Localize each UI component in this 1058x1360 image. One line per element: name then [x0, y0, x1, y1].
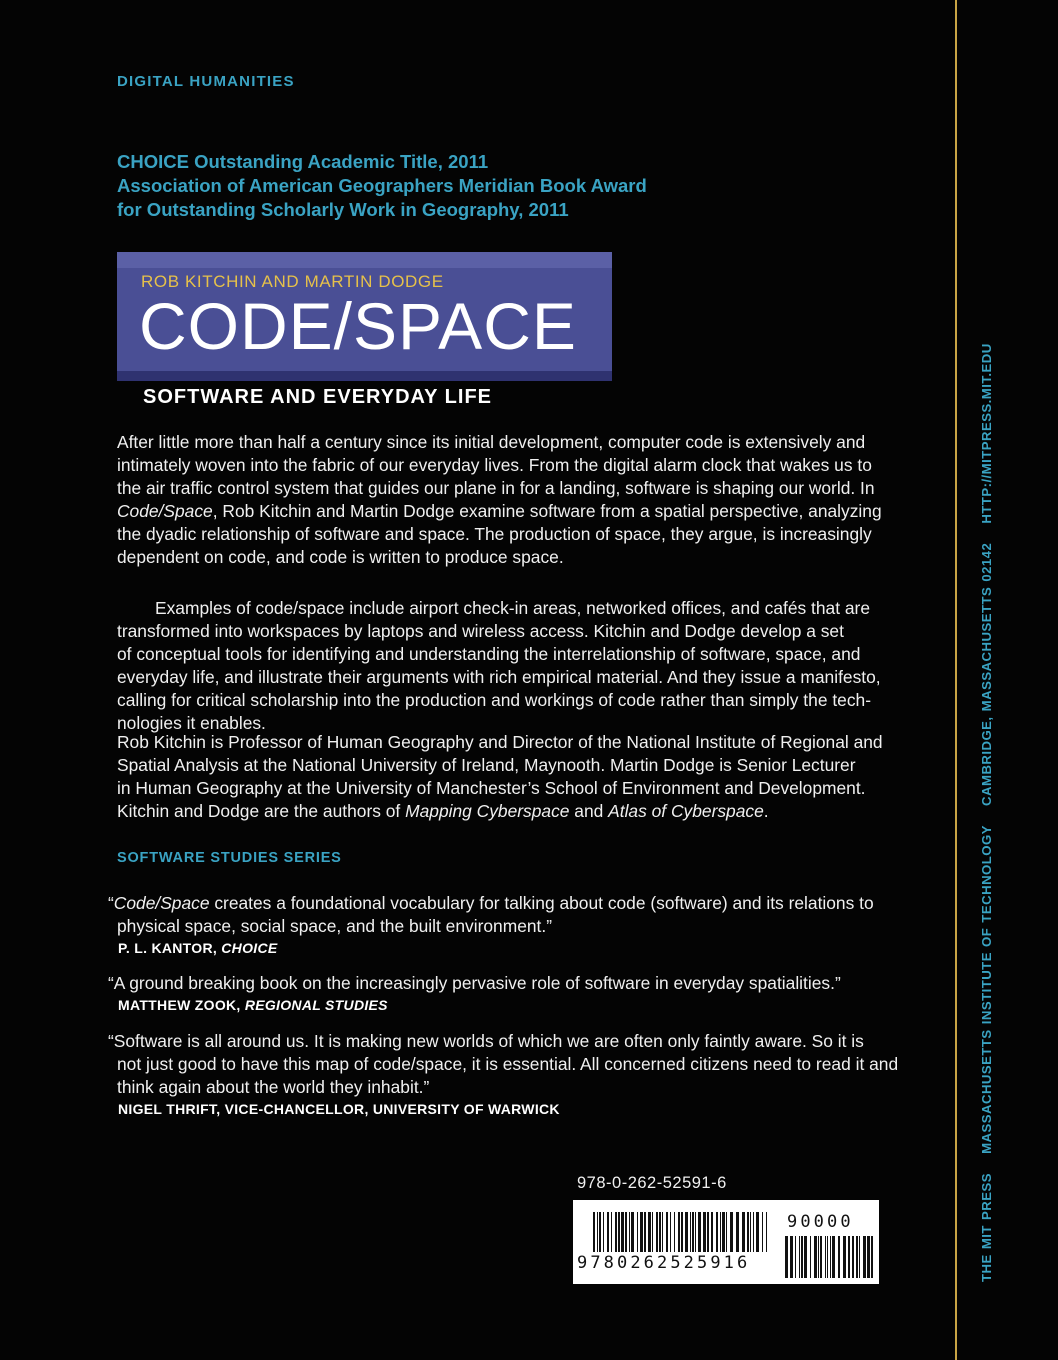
text-line: Spatial Analysis at the National University of Ireland, Maynooth. Martin Dodge is Senior Lecturer — [117, 755, 856, 775]
barcode-bar — [615, 1212, 617, 1252]
text-line: “Software is all around us. It is making new worlds of which we are often only faintly aware. So it is — [108, 1031, 864, 1051]
book-subtitle: SOFTWARE AND EVERYDAY LIFE — [143, 386, 493, 408]
book-title: CODE/SPACE — [139, 289, 577, 363]
barcode-bar — [871, 1236, 873, 1278]
quote-text — [108, 972, 898, 995]
barcode-bar — [785, 1236, 788, 1278]
text-line: transformed into workspaces by laptops and wireless access. Kitchin and Dodge develop a set — [117, 621, 844, 641]
barcode-bar — [726, 1212, 727, 1252]
isbn-number: 978-0-262-52591-6 — [577, 1174, 727, 1192]
barcode-bar — [692, 1212, 694, 1252]
barcode-bar — [607, 1212, 609, 1252]
attribution-source: REGIONAL STUDIES — [244, 997, 388, 1013]
barcode-bar — [730, 1212, 733, 1252]
barcode-bar — [810, 1236, 811, 1278]
text-line: nologies it enables. — [117, 713, 266, 733]
barcode-bar — [625, 1212, 627, 1252]
description-paragraph-1 — [117, 431, 887, 569]
series-label-top: DIGITAL HUMANITIES — [117, 73, 295, 90]
text-line — [117, 800, 887, 823]
spine-institute: MASSACHUSETTS INSTITUTE OF TECHNOLOGY — [979, 825, 994, 1154]
barcode-bar — [674, 1212, 675, 1252]
barcode-bar — [695, 1212, 696, 1252]
barcode-bar — [852, 1236, 854, 1278]
award-line: for Outstanding Scholarly Work in Geography, 2011 — [117, 199, 569, 220]
barcode-bar — [801, 1236, 803, 1278]
barcode-bar — [799, 1236, 800, 1278]
barcode-bar — [832, 1236, 835, 1278]
barcode-bar — [762, 1212, 763, 1252]
attribution-name: P. L. KANTOR, — [118, 940, 222, 956]
barcode-bar — [593, 1212, 595, 1252]
text-line: not just good to have this map of code/space, it is essential. All concerned citizens need to read it and — [117, 1054, 899, 1074]
barcode-bar — [637, 1212, 638, 1252]
barcode-bar — [631, 1212, 634, 1252]
barcode-bar — [747, 1212, 749, 1252]
text-segment: creates a foundational vocabulary for talking about code (software) and its relations to — [209, 893, 874, 913]
text-line: the air traffic control system that guides our plane in for a landing, software is shaping our world. In — [117, 478, 875, 498]
barcode-bar — [652, 1212, 653, 1252]
title-reference: Code/Space — [117, 501, 213, 521]
title-reference: Atlas of Cyberspace — [608, 801, 764, 821]
barcode-bar — [867, 1236, 870, 1278]
barcode-bar — [838, 1236, 840, 1278]
barcode-bar — [597, 1212, 598, 1252]
text-line: “A ground breaking book on the increasingly pervasive role of software in everyday spatialities.” — [108, 973, 841, 993]
quote-attribution: NIGEL THRIFT, VICE-CHANCELLOR, UNIVERSITY OF WARWICK — [118, 1101, 560, 1117]
text-segment: , Rob Kitchin and Martin Dodge examine software from a spatial perspective, analyzing — [212, 501, 882, 521]
spine-imprint — [979, 329, 994, 1282]
barcode-bar — [618, 1212, 620, 1252]
spine-rule — [955, 0, 957, 1360]
barcode-addon-digits: 90000 — [787, 1212, 854, 1232]
text-line — [108, 892, 898, 915]
barcode-bar — [742, 1212, 745, 1252]
barcode-bar — [753, 1212, 754, 1252]
text-line: After little more than half a century since its initial development, computer code is extensively and — [117, 432, 866, 452]
barcode-bar — [716, 1212, 718, 1252]
title-reference: Code/Space — [113, 893, 210, 913]
barcode-bar — [670, 1212, 671, 1252]
title-band-shadow — [117, 371, 612, 381]
barcode-bar — [722, 1212, 725, 1252]
text-line: Examples of code/space include airport check-in areas, networked offices, and cafés that are — [155, 598, 871, 618]
barcode-bar — [640, 1212, 643, 1252]
barcode-bar — [629, 1212, 630, 1252]
text-line: Rob Kitchin is Professor of Human Geography and Director of the National Institute of Regional and — [117, 732, 883, 752]
quote-attribution — [108, 997, 898, 1013]
barcode-bar — [830, 1236, 831, 1278]
barcode — [573, 1200, 879, 1284]
spine-publisher: THE MIT PRESS — [979, 1173, 994, 1282]
spine-city: CAMBRIDGE, MASSACHUSETTS 02142 — [979, 542, 994, 806]
barcode-bar — [603, 1212, 604, 1252]
barcode-bar — [656, 1212, 658, 1252]
text-line: physical space, social space, and the built environment.” — [117, 916, 553, 936]
barcode-bar — [818, 1236, 819, 1278]
text-line: in Human Geography at the University of Manchester’s School of Environment and Development. — [117, 778, 866, 798]
barcode-bar — [804, 1236, 807, 1278]
blurb-quote-3 — [108, 1030, 898, 1117]
barcode-bar — [648, 1212, 651, 1252]
spine-url: HTTP://MITPRESS.MIT.EDU — [979, 343, 994, 524]
barcode-bar — [599, 1212, 601, 1252]
quote-attribution — [108, 940, 898, 956]
quote-text — [108, 1030, 898, 1099]
awards-block — [117, 150, 647, 222]
text-line: intimately woven into the fabric of our everyday lives. From the digital alarm clock that wakes us to — [117, 455, 872, 475]
barcode-bar — [681, 1212, 683, 1252]
text-segment: and — [569, 801, 609, 821]
blurb-quote-2 — [108, 972, 898, 1013]
barcode-bar — [820, 1236, 822, 1278]
title-reference: Mapping Cyberspace — [405, 801, 570, 821]
author-bio — [117, 731, 887, 823]
barcode-bar — [736, 1212, 739, 1252]
text-line — [117, 500, 887, 523]
barcode-bar — [678, 1212, 680, 1252]
text-line: calling for critical scholarship into the production and workings of code rather than simply the tech- — [117, 690, 871, 710]
barcode-bar — [644, 1212, 646, 1252]
authors-line: ROB KITCHIN AND MARTIN DODGE — [141, 272, 444, 291]
barcode-bar — [698, 1212, 701, 1252]
barcode-bar — [659, 1212, 661, 1252]
text-line: dependent on code, and code is written to produce space. — [117, 547, 564, 567]
series-label-mid: SOFTWARE STUDIES SERIES — [117, 850, 342, 866]
barcode-bar — [859, 1236, 860, 1278]
barcode-bar — [814, 1236, 817, 1278]
barcode-bar — [825, 1236, 826, 1278]
quote-text — [108, 892, 898, 938]
barcode-bar — [795, 1236, 796, 1278]
barcode-bar — [856, 1236, 858, 1278]
barcode-bar — [621, 1212, 624, 1252]
text-segment: Kitchin and Dodge are the authors of — [117, 801, 406, 821]
award-line: CHOICE Outstanding Academic Title, 2011 — [117, 151, 489, 172]
barcode-bar — [720, 1212, 721, 1252]
blurb-quote-1 — [108, 892, 898, 956]
barcode-bar — [790, 1236, 793, 1278]
title-band-highlight — [117, 252, 612, 268]
text-line: the dyadic relationship of software and space. The production of space, they argue, is increasingly — [117, 524, 872, 544]
open-quote: “ — [108, 893, 114, 913]
attribution-source: CHOICE — [221, 940, 278, 956]
text-line: think again about the world they inhabit.” — [117, 1077, 430, 1097]
barcode-bar — [611, 1212, 612, 1252]
description-paragraph-2 — [117, 597, 887, 735]
text-line: everyday life, and illustrate their arguments with rich empirical material. And they issue a manifesto, — [117, 667, 881, 687]
barcode-bar — [863, 1236, 866, 1278]
barcode-bar — [690, 1212, 691, 1252]
text-line: of conceptual tools for identifying and understanding the interrelationship of software, space, and — [117, 644, 861, 664]
barcode-bar — [666, 1212, 668, 1252]
barcode-bar — [848, 1236, 850, 1278]
award-line: Association of American Geographers Meridian Book Award — [117, 175, 647, 196]
barcode-bar — [843, 1236, 846, 1278]
text-segment: . — [763, 801, 769, 821]
barcode-bar — [827, 1236, 828, 1278]
barcode-bar — [711, 1212, 713, 1252]
barcode-bar — [756, 1212, 759, 1252]
barcode-bar — [703, 1212, 706, 1252]
barcode-bar — [707, 1212, 709, 1252]
barcode-bar — [750, 1212, 751, 1252]
attribution-name: MATTHEW ZOOK, — [118, 997, 245, 1013]
barcode-main-digits: 9780262525916 — [577, 1253, 751, 1273]
barcode-bar — [685, 1212, 688, 1252]
barcode-bar — [766, 1212, 767, 1252]
barcode-bar — [662, 1212, 663, 1252]
